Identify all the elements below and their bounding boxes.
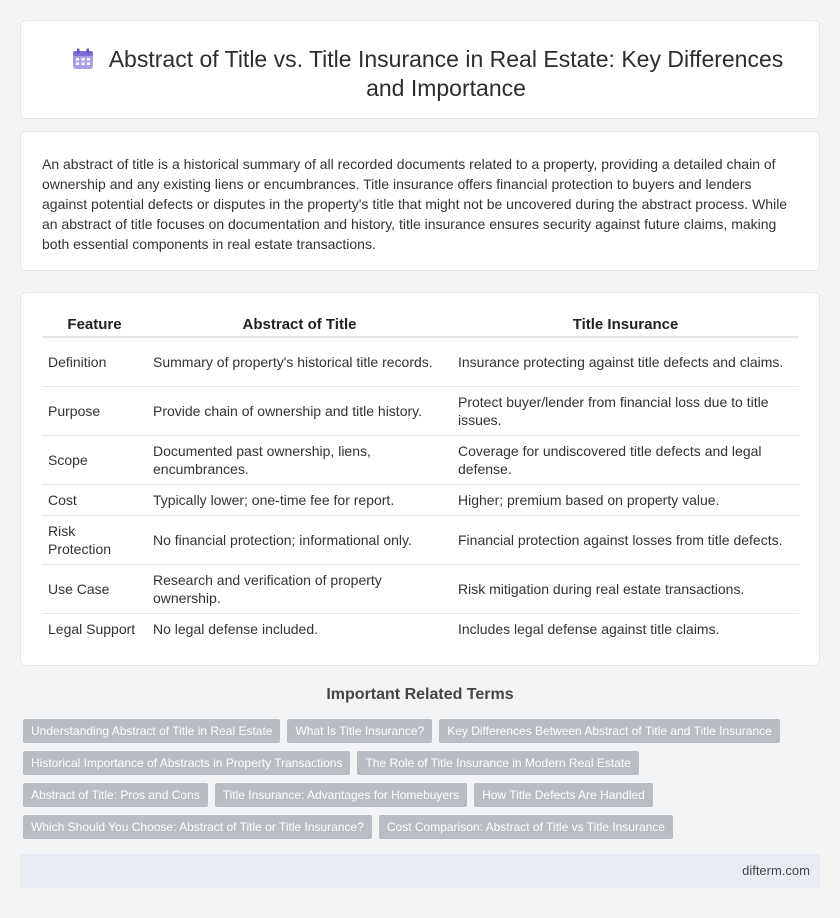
feature-cell: Purpose: [42, 386, 147, 435]
related-term-link[interactable]: Title Insurance: Advantages for Homebuyers: [215, 783, 467, 807]
table-row: [42, 337, 799, 386]
insurance-cell: Coverage for undiscovered title defects and legal defense.: [452, 435, 799, 484]
column-header-abstract: Abstract of Title: [147, 315, 452, 337]
header-card: [20, 20, 820, 119]
table-row: [42, 515, 799, 564]
insurance-cell: Risk mitigation during real estate transactions.: [452, 564, 799, 613]
insurance-cell: Protect buyer/lender from financial loss due to title issues.: [452, 386, 799, 435]
abstract-cell: Research and verification of property ownership.: [147, 564, 452, 613]
footer: [20, 854, 820, 888]
related-term-link[interactable]: Understanding Abstract of Title in Real Estate: [23, 719, 280, 743]
abstract-cell: Summary of property's historical title records.: [147, 337, 452, 386]
abstract-cell: No legal defense included.: [153, 620, 319, 637]
related-terms-list: [23, 719, 813, 839]
intro-text: An abstract of title is a historical summary of all recorded documents related to a property, providing a detailed chain of ownership and any existing liens or encumbrances. Title insurance offers financial protection to buyers and lenders against potential defects or disputes in the property's title that might not be uncovered during the abstract process. While an abstract of title focuses on documentation and history, title insurance ensures security against future claims, making both essential components in real estate transactions.: [42, 156, 788, 252]
column-header-insurance: Title Insurance: [452, 315, 799, 337]
abstract-cell: No financial protection; informational only.: [147, 515, 452, 564]
feature-cell: Definition: [42, 337, 147, 386]
insurance-cell: Financial protection against losses from title defects.: [452, 515, 799, 564]
insurance-cell: Higher; premium based on property value.: [452, 484, 799, 515]
table-row: [42, 613, 799, 644]
related-term-link[interactable]: How Title Defects Are Handled: [474, 783, 653, 807]
footer-site-link[interactable]: difterm.com: [742, 863, 810, 878]
table-row: [42, 386, 799, 435]
page-title: Abstract of Title vs. Title Insurance in Real Estate: Key Differences and Importance: [108, 46, 784, 101]
related-term-link[interactable]: The Role of Title Insurance in Modern Real Estate: [357, 751, 638, 775]
related-term-link[interactable]: Which Should You Choose: Abstract of Title or Title Insurance?: [23, 815, 372, 839]
abstract-cell: Provide chain of ownership and title history.: [147, 386, 452, 435]
feature-cell: Risk Protection: [42, 515, 147, 564]
table-row: [42, 484, 799, 515]
feature-cell: Cost: [42, 484, 147, 515]
insurance-cell: Includes legal defense against title claims.: [458, 620, 720, 637]
column-header-feature: Feature: [42, 315, 147, 337]
feature-cell: Use Case: [42, 564, 147, 613]
related-term-link[interactable]: Abstract of Title: Pros and Cons: [23, 783, 208, 807]
comparison-table: [42, 315, 799, 644]
related-term-link[interactable]: What Is Title Insurance?: [287, 719, 432, 743]
table-header-row: [42, 315, 799, 337]
intro-card: [20, 131, 820, 271]
table-row: [42, 435, 799, 484]
table-row: [42, 564, 799, 613]
related-term-link[interactable]: Historical Importance of Abstracts in Property Transactions: [23, 751, 350, 775]
abstract-cell: Documented past ownership, liens, encumbrances.: [147, 435, 452, 484]
related-term-link[interactable]: Cost Comparison: Abstract of Title vs Title Insurance: [379, 815, 673, 839]
feature-cell: Legal Support: [48, 620, 136, 637]
abstract-cell: Typically lower; one-time fee for report.: [147, 484, 452, 515]
comparison-table-card: [20, 292, 820, 666]
insurance-cell: Insurance protecting against title defects and claims.: [452, 337, 799, 386]
related-terms-heading: Important Related Terms: [326, 686, 514, 703]
feature-cell: Scope: [42, 435, 147, 484]
related-term-link[interactable]: Key Differences Between Abstract of Title and Title Insurance: [439, 719, 780, 743]
